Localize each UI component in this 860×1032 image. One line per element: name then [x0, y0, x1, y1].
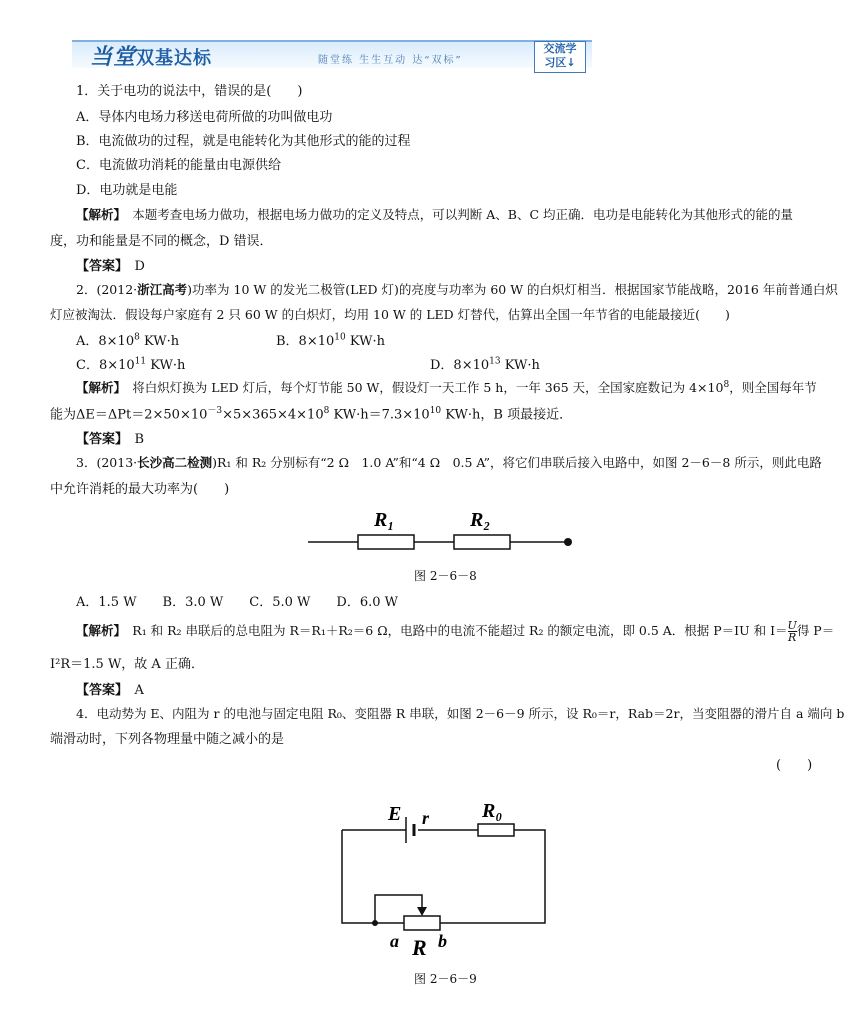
q2-option-a: [76, 330, 179, 349]
q3-analysis-tail: 得 P＝: [796, 623, 835, 638]
section-subtitle: 随堂练 生生互动 达“双标”: [318, 55, 463, 66]
q2-b-unit: KW·h: [345, 334, 385, 349]
q2-b-exp: 10: [334, 332, 346, 343]
q2-stem-prefix: 2．(2012·: [76, 282, 138, 297]
q2-analysis-2a: 能为ΔE＝ΔPt＝2×50×10: [50, 407, 208, 423]
section-title: [90, 40, 212, 71]
q2-d-base: D．8×10: [430, 358, 490, 373]
q4-stem-line-1: 4．电动势为 E、内阻为 r 的电池与固定电阻 R₀、变阻器 R 串联，如图 2－6－9 所示，设 R₀＝r，Rab＝2r，当变阻器的滑片自 a 端向 b: [76, 706, 845, 721]
q1-answer: [76, 255, 145, 274]
q3-fraction-den: R: [788, 631, 797, 644]
fig9-junction-dot: [372, 920, 378, 926]
q2-option-c: [76, 354, 185, 373]
q2-d-exp: 13: [489, 356, 501, 367]
q3-options: A．1.5 W B．3.0 W C．5.0 W D．6.0 W: [76, 595, 398, 610]
q2-analysis-2b: ×5×365×4×10: [222, 407, 324, 423]
fig8-resistor-r2: [454, 535, 510, 549]
exchange-area-box: [534, 41, 586, 73]
figure-2-6-9: [330, 795, 560, 960]
q2-d-unit: KW·h: [500, 358, 540, 373]
fig9-label-rheostat: R: [412, 935, 427, 960]
q1-analysis-text-1: 本题考查电场力做功，根据电场力做功的定义及特点，可以判断 A、B、C 均正确．电功是电能转化为其他形式的能的量: [132, 207, 794, 222]
section-title-rest: 双基达标: [136, 48, 213, 69]
fig8-resistor-r1: [358, 535, 414, 549]
q2-analysis-line-2: [50, 403, 572, 422]
q3-answer-value: A: [134, 683, 144, 698]
q3-answer-tag: 【答案】: [76, 683, 122, 698]
q1-option-a: A．导体内电场力移送电荷所做的功叫做电功: [76, 110, 333, 125]
q2-analysis-2exp1: －3: [207, 406, 223, 416]
q2-stem-line-1: [76, 280, 838, 298]
figure-2-6-8-caption: 图 2－6－8: [414, 569, 477, 583]
q3-stem-text-1: )R₁ 和 R₂ 分别标有“2 Ω 1.0 A”和“4 Ω 0.5 A”，将它们串联后接入电路中，如图 2－6－8 所示，则此电路: [212, 455, 822, 470]
q2-a-unit: KW·h: [139, 334, 180, 349]
q3-fraction: [788, 620, 797, 643]
q1-stem: 1．关于电功的说法中，错误的是( ): [76, 84, 303, 99]
q2-analysis-line-1: [76, 378, 817, 396]
q2-c-base: C．8×10: [76, 358, 135, 373]
q3-analysis-text-1: R₁ 和 R₂ 串联后的总电阻为 R＝R₁＋R₂＝6 Ω，电路中的电流不能超过 R₂ 的额定电流，即 0.5 A．根据 P＝IU 和 I＝: [132, 623, 788, 638]
q2-analysis-2exp3: 10: [429, 406, 442, 416]
fig9-right-wire: [440, 830, 545, 923]
fig8-terminal-dot: [564, 538, 572, 546]
fig9-rheostat: [404, 916, 440, 930]
q3-stem-prefix: 3．(2013·: [76, 455, 138, 470]
q2-answer: [76, 428, 144, 447]
q1-option-d: D．电功就是电能: [76, 183, 178, 198]
fig9-slider-arrow: [417, 907, 427, 916]
q1-option-c: C．电流做功消耗的能量由电源供给: [76, 158, 281, 173]
fig9-label-e: E: [388, 803, 402, 825]
fig8-label-r1: R₁: [374, 509, 395, 531]
q2-analysis-2exp2: 8: [323, 406, 330, 416]
q2-analysis-1exp: 8: [723, 379, 730, 390]
q4-stem-line-2: 端滑动时，下列各物理量中随之减小的是: [50, 732, 285, 747]
q2-option-d: [430, 354, 540, 373]
section-title-prefix: 当堂: [90, 45, 137, 70]
q4-answer-paren: ( ): [776, 758, 813, 773]
q2-c-unit: KW·h: [146, 358, 186, 373]
q3-analysis-line-2: I²R＝1.5 W，故 A 正确．: [50, 657, 204, 672]
fig9-label-r: r: [422, 808, 430, 828]
q3-analysis-line-1: [76, 620, 834, 643]
q2-stem-text-1: )功率为 10 W 的发光二极管(LED 灯)的亮度与功率为 60 W 的白炽灯相当．根据国家节能战略，2016 年前普通白炽: [187, 282, 838, 297]
q2-b-base: B．8×10: [276, 334, 335, 349]
q2-answer-value: B: [134, 432, 145, 447]
fig9-label-b: b: [438, 931, 447, 951]
q2-analysis-1a: 将白炽灯换为 LED 灯后，每个灯节能 50 W，假设灯一天工作 5 h，一年 365 天，全国家庭数记为 4×10: [132, 380, 724, 395]
box-line-1: 交流学: [543, 42, 577, 55]
q3-stem-line-2: 中允许消耗的最大功率为( ): [50, 482, 230, 497]
q3-analysis-tag: 【解析】: [76, 623, 120, 638]
q2-source: 浙江高考: [137, 282, 188, 297]
q3-source: 长沙高二检测: [137, 455, 213, 470]
fig9-resistor-r0: [478, 824, 514, 836]
q1-analysis-line-1: [76, 205, 793, 223]
q1-answer-tag: 【答案】: [76, 259, 122, 274]
q2-c-exp: 11: [134, 356, 147, 367]
q2-answer-tag: 【答案】: [76, 432, 122, 447]
fig9-label-a: a: [390, 931, 399, 951]
fig8-label-r2: R₂: [470, 509, 491, 531]
q2-stem-line-2: 灯应被淘汰．假设每户家庭有 2 只 60 W 的白炽灯，均用 10 W 的 LED 灯替代，估算出全国一年节省的电能最接近( ): [50, 307, 730, 322]
q1-answer-value: D: [134, 259, 145, 274]
q2-a-exp: 8: [134, 332, 140, 343]
q2-option-b: [276, 330, 385, 349]
fig9-label-r0: R₀: [482, 800, 503, 822]
q3-stem-line-1: [76, 453, 822, 471]
q3-fraction-num: U: [787, 619, 797, 632]
q1-analysis-line-2: 度，功和能量是不同的概念，D 错误．: [50, 234, 273, 249]
box-line-2: 习区↓: [544, 56, 576, 69]
q1-analysis-tag: 【解析】: [76, 207, 120, 222]
q2-analysis-1b: ，则全国每年节: [729, 380, 817, 395]
figure-2-6-8: [300, 500, 590, 560]
q2-analysis-2d: KW·h，B 项最接近．: [441, 407, 573, 423]
q2-a-base: A．8×10: [76, 334, 135, 349]
q3-answer: [76, 679, 144, 698]
q2-analysis-2c: KW·h＝7.3×10: [329, 407, 430, 423]
q1-option-b: B．电流做功的过程，就是电能转化为其他形式的能的过程: [76, 134, 411, 149]
figure-2-6-9-caption: 图 2－6－9: [414, 972, 477, 986]
q2-analysis-tag: 【解析】: [76, 380, 120, 395]
fig9-left-wire: [342, 830, 375, 923]
